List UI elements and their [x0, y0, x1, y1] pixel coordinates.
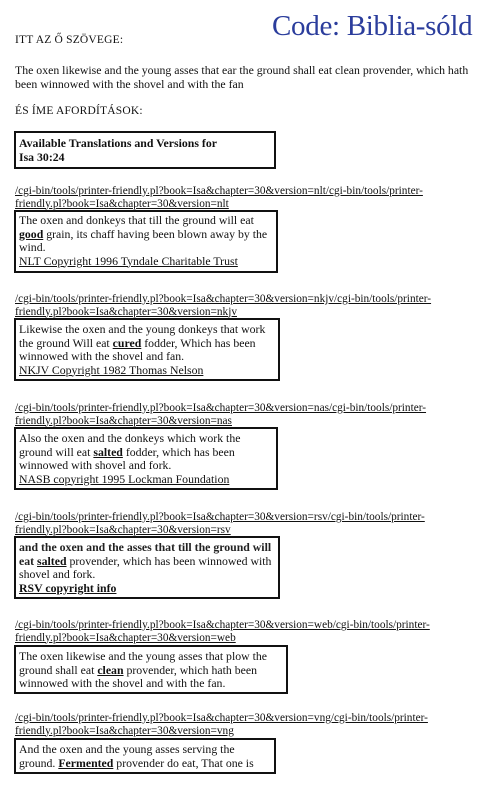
translation-box-nas [14, 427, 278, 490]
translation-box-nkjv [14, 318, 280, 381]
url-line-1: /cgi-bin/tools/printer-friendly.pl?book=Isa&chapter=30&version=vng/cgi-bin/tools/printer- [15, 712, 428, 724]
verse-emphasis: salted [93, 444, 123, 459]
verse-text-after: provender do eat, That one is [113, 755, 254, 770]
translation-link-rsv[interactable] [15, 511, 485, 536]
translation-box-web [14, 645, 288, 694]
translation-box-rsv [14, 536, 280, 599]
translation-link-vng[interactable] [15, 712, 485, 737]
verse-emphasis: Fermented [58, 755, 114, 770]
intro-heading: ITT AZ Ő SZÖVEGE: [15, 34, 124, 46]
url-line-2: friendly.pl?book=Isa&chapter=30&version=nkjv [15, 305, 237, 318]
available-line-2: Isa 30:24 [19, 149, 65, 164]
url-line-2: friendly.pl?book=Isa&chapter=30&version=nas [15, 414, 232, 427]
verse-emphasis: cured [112, 335, 142, 350]
verse-text-after: fodder, which has been winnowed with shovel and fork. [19, 444, 235, 472]
url-line-2: friendly.pl?book=Isa&chapter=30&version=rsv [15, 523, 231, 536]
url-line-1: /cgi-bin/tools/printer-friendly.pl?book=Isa&chapter=30&version=nlt/cgi-bin/tools/printer- [15, 185, 423, 197]
verse-text-before: and the oxen and the asses that till the ground will eat [19, 540, 272, 568]
verse-emphasis: salted [37, 553, 67, 568]
translations-heading: ÉS ÍME AFORDÍTÁSOK: [15, 105, 143, 117]
verse-text-before: The oxen and donkeys that till the ground will eat [19, 213, 254, 227]
verse-text-after: provender, which hath been winnowed with the shovel and with the fan. [19, 662, 258, 690]
url-line-2: friendly.pl?book=Isa&chapter=30&version=web [15, 631, 236, 644]
verse-text-before: The oxen likewise and the young asses that plow the ground shall eat [19, 649, 268, 677]
url-line-2: friendly.pl?book=Isa&chapter=30&version=nlt [15, 197, 229, 210]
translation-box-vng [14, 738, 276, 774]
url-line-1: /cgi-bin/tools/printer-friendly.pl?book=Isa&chapter=30&version=rsv/cgi-bin/tools/printer- [15, 511, 425, 523]
copyright-line: NKJV Copyright 1982 Thomas Nelson [19, 362, 204, 377]
verse-text-before: And the oxen and the young asses serving the ground. [19, 742, 235, 770]
translation-link-nkjv[interactable] [15, 293, 485, 318]
verse-text-after: fodder, Which has been winnowed with the shovel and fan. [19, 335, 256, 363]
available-line-1: Available Translations and Versions for [19, 136, 217, 150]
verse-emphasis: clean [97, 662, 124, 677]
verse-emphasis: good [19, 226, 44, 241]
translation-link-nlt[interactable] [15, 185, 485, 210]
copyright-line: NASB copyright 1995 Lockman Foundation [19, 471, 230, 486]
copyright-line: RSV copyright info [19, 580, 117, 595]
url-line-1: /cgi-bin/tools/printer-friendly.pl?book=Isa&chapter=30&version=nas/cgi-bin/tools/printer- [15, 402, 427, 414]
translation-link-web[interactable] [15, 619, 485, 644]
url-line-2: friendly.pl?book=Isa&chapter=30&version=vng [15, 724, 234, 737]
url-line-1: /cgi-bin/tools/printer-friendly.pl?book=Isa&chapter=30&version=nkjv/cgi-bin/tools/printer- [15, 293, 432, 305]
translation-link-nas[interactable] [15, 402, 485, 427]
translation-box-nlt [14, 210, 278, 273]
verse-text-after: provender, which has been winnowed with shovel and fork. [19, 553, 272, 581]
url-line-1: /cgi-bin/tools/printer-friendly.pl?book=Isa&chapter=30&version=web/cgi-bin/tools/printer- [15, 619, 430, 631]
verse-text-after: grain, its chaff having been blown away by the wind. [19, 226, 268, 254]
verse-text-before: Also the oxen and the donkeys which work the ground will eat [19, 431, 241, 459]
copyright-line: NLT Copyright 1996 Tyndale Charitable Trust [19, 253, 238, 268]
available-translations-box [14, 131, 276, 169]
code-label: Code: Biblia-sóld [272, 10, 473, 42]
original-text: The oxen likewise and the young asses that ear the ground shall eat clean provender, which hath been winnowed with the shovel and with the fan [15, 63, 469, 91]
verse-text-before: Likewise the oxen and the young donkeys that work the ground Will eat [19, 322, 266, 350]
